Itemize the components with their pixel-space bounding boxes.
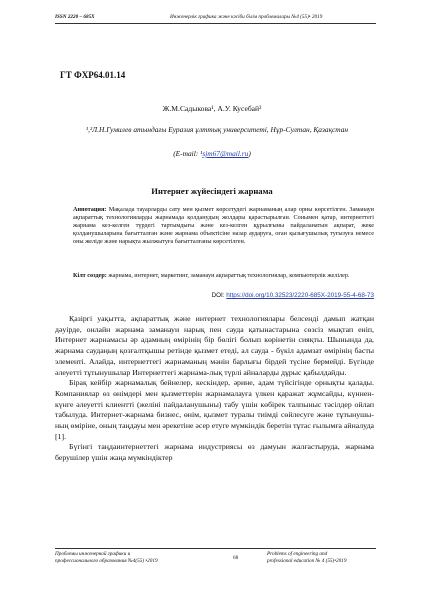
authors: Ж.М.Садыкова¹, А.У. Кусебай² — [162, 104, 262, 113]
footer-left — [55, 551, 158, 564]
affiliation: ¹,²Л.Н.Гумилев атындағы Еуразия ұлттық университеті, Нұр-Султан, Қазақстан — [85, 125, 349, 134]
running-footer — [55, 548, 376, 569]
abstract-label: Аннотация: — [73, 206, 107, 213]
body-paragraph: Қазіргі уақытта, ақпараттық және интернет технологиялары белсенді дамып жатқан дәуірде, онлайн жарнама заманауи нарық пен сауда қатынастарына сөзсіз мықтап еніп, Интернет жарнамасы әр адамның өмірінің бір бөлігі болып көрінетін сияқты. Шынында да, жарнама саудаңың қозғалтқышы ретінде қызмет етеді, ал сауда - бүкіл адамзат өмірінің басты элементі. Алайда, интернеттегі жарнаманың мәнін барлығы бірдей түсіне бермейді. Бүгінде әлеуетті тұтынушылар Интернеттегі жарнама-лық түрлі айналарды дұрыс қабылдайды. — [55, 314, 374, 377]
abstract-text: Мақалада тауарларды сату мен қызмет көрсетудегі жарнаманың алар орны көрсетілген. Заманауи ақпараттық технологияларды жарнамада қолданудың жолдары қарастырылған. Сонымен қатар, интернеттегі жарнама кез-келген түрдегі тартымдығы және кез-келген құрылғыны пайдаланатын ақпарат, жеке қолданушыларына бағытталған және жарнама объектісіне назар аударуға, оған қызығушылық туғызуға немесе оны желіде және нарықта жылжытуға бағытталғаны көрсетілген. — [73, 206, 374, 245]
footer-right-line: professional education № 4 (55)•2019 — [267, 557, 347, 564]
email-suffix: ) — [248, 149, 251, 158]
email-line — [0, 149, 424, 158]
footer-left-line: Проблемы инженерной графики и — [55, 551, 131, 557]
keywords-text: жарнама, интернет, маркетинг, заманауи ақпараттық технологиялар, компьютерлік желілер. — [108, 272, 350, 279]
udc-code: ГТ ФХР64.01.14 — [60, 70, 126, 80]
keywords-label: Кілт сөздер: — [73, 272, 107, 279]
doi-line — [212, 292, 374, 299]
abstract — [73, 206, 374, 246]
doi-link[interactable]: https://doi.org/10.32523/2220-685X-2019-55-4-68-73 — [226, 292, 374, 299]
body-paragraph: Бүгінгі таңдаинтернеттегі жарнама индустриясы өз дамуын жалғастыруда, жарнама берушілер үшін жаңа мүмкіндіктер — [55, 442, 374, 463]
footer-right-line: Problems of engineering and — [267, 551, 328, 557]
email-prefix: (E-mail: ¹ — [173, 149, 203, 158]
footer-left-line: профессионального образования №4(55) •2019 — [55, 557, 158, 564]
footer-right — [267, 551, 346, 564]
page-number: 68 — [233, 555, 239, 561]
body-text — [55, 314, 374, 464]
doi-label: DOI: — [211, 292, 225, 299]
article-title: Интернет жүйесіндегі жарнама — [151, 186, 273, 196]
issn-label: ISSN 2220 – 685X — [55, 14, 95, 20]
keywords — [73, 272, 374, 280]
body-paragraph: Бірақ кейбір жарнамалық бейнелер, кескіндер, әрине, адам түйсігінде орнықты қалады. Компаниялар өз өнімдері мен қызметтерін жарнамалауға үлкен қаражат жұмсайды, күннен-күнге әлеуетті клиентті (желіні пайдаланушыны) табу үшін көбірек талпыныс тәсілдер ойлап табылуда. Интернет-жарнама бизнес, өнім, қызмет туралы тиімді сөйлесуге және тұтынушы-ның өміріне, оның таңдауы мен әрекетіне әсер етуге мүмкіндік беретін тұтас ғылымға айналуда [1]. — [55, 378, 374, 441]
running-header — [55, 13, 376, 24]
journal-title: Инженерлік графика және кәсіби білім проблемалары №4 (55)• 2019 — [170, 14, 323, 20]
email-link[interactable]: sjm67@mail.ru — [202, 149, 249, 158]
